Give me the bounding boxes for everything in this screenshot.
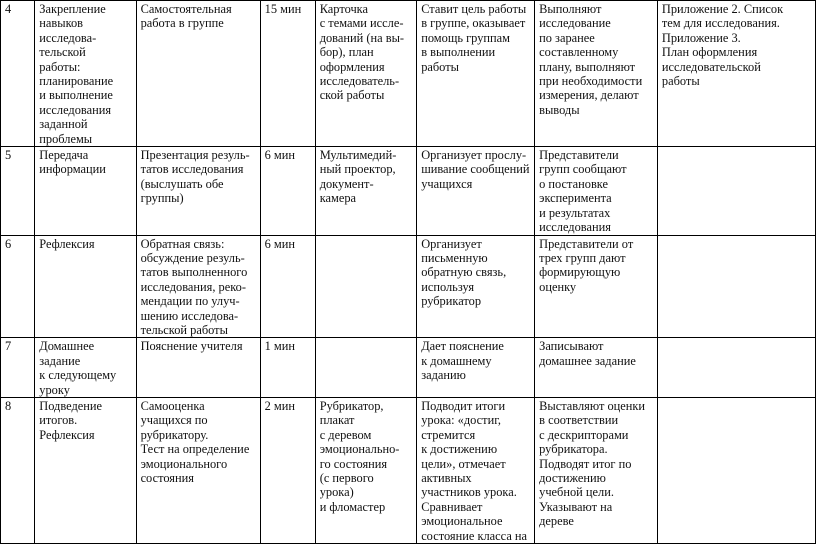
row-number-cell: 6 bbox=[1, 235, 35, 338]
materials-cell: Мультимедий- ный проектор, документ- камера bbox=[315, 147, 417, 235]
stage-cell: Домашнее задание к следующему уроку bbox=[35, 338, 136, 398]
notes-cell: Приложение 2. Список тем для исследования. Приложение 3. План оформления исследовательской работы bbox=[657, 1, 815, 147]
row-number-cell: 7 bbox=[1, 338, 35, 398]
task-cell: Обратная связь: обсуждение резуль- татов выполненного исследования, реко- мендации по улуч- шению исследова- тельской работы bbox=[136, 235, 260, 338]
stage-cell: Передача информации bbox=[35, 147, 136, 235]
student-activity-cell: Записывают домашнее задание bbox=[535, 338, 658, 398]
table-row bbox=[1, 147, 816, 235]
task-cell: Самооценка учащихся по рубрикатору. Тест на определение эмоционального состояния bbox=[136, 397, 260, 543]
stage-cell: Подведение итогов. Рефлексия bbox=[35, 397, 136, 543]
student-activity-cell: Представители от трех групп дают формирующую оценку bbox=[535, 235, 658, 338]
table-row bbox=[1, 235, 816, 338]
table-row bbox=[1, 338, 816, 398]
time-cell: 15 мин bbox=[260, 1, 315, 147]
task-cell: Самостоятельная работа в группе bbox=[136, 1, 260, 147]
row-number-cell: 4 bbox=[1, 1, 35, 147]
table-row bbox=[1, 397, 816, 543]
notes-cell bbox=[657, 235, 815, 338]
row-number-cell: 5 bbox=[1, 147, 35, 235]
notes-cell bbox=[657, 397, 815, 543]
time-cell: 6 мин bbox=[260, 235, 315, 338]
teacher-activity-cell: Дает пояснение к домашнему заданию bbox=[417, 338, 535, 398]
teacher-activity-cell: Организует прослу- шивание сообщений учащихся bbox=[417, 147, 535, 235]
notes-cell bbox=[657, 338, 815, 398]
student-activity-cell: Представители групп сообщают о постановке эксперимента и результатах исследования bbox=[535, 147, 658, 235]
teacher-activity-cell: Организует письменную обратную связь, используя рубрикатор bbox=[417, 235, 535, 338]
materials-cell: Рубрикатор, плакат с деревом эмоционально- го состояния (с первого урока) и фломастер bbox=[315, 397, 417, 543]
time-cell: 6 мин bbox=[260, 147, 315, 235]
task-cell: Презентация резуль- татов исследования (выслушать обе группы) bbox=[136, 147, 260, 235]
row-number-cell: 8 bbox=[1, 397, 35, 543]
notes-cell bbox=[657, 147, 815, 235]
stage-cell: Рефлексия bbox=[35, 235, 136, 338]
time-cell: 2 мин bbox=[260, 397, 315, 543]
materials-cell bbox=[315, 338, 417, 398]
stage-cell: Закрепление навыков исследова- тельской работы: планирование и выполнение исследования заданной проблемы bbox=[35, 1, 136, 147]
teacher-activity-cell: Подводит итоги урока: «достиг, стремится к достижению цели», отмечает активных участников урока. Сравнивает эмоциональное состояние класса на bbox=[417, 397, 535, 543]
table-row bbox=[1, 1, 816, 147]
materials-cell bbox=[315, 235, 417, 338]
student-activity-cell: Выставляют оценки в соответствии с дескрипторами рубрикатора. Подводят итог по достижению учебной цели. Указывают на дереве bbox=[535, 397, 658, 543]
materials-cell: Карточка с темами иссле- дований (на вы- бор), план оформления исследователь- ской работы bbox=[315, 1, 417, 147]
time-cell: 1 мин bbox=[260, 338, 315, 398]
student-activity-cell: Выполняют исследование по заранее составленному плану, выполняют при необходимости измерения, делают выводы bbox=[535, 1, 658, 147]
task-cell: Пояснение учителя bbox=[136, 338, 260, 398]
teacher-activity-cell: Ставит цель работы в группе, оказывает помощь группам в выполнении работы bbox=[417, 1, 535, 147]
